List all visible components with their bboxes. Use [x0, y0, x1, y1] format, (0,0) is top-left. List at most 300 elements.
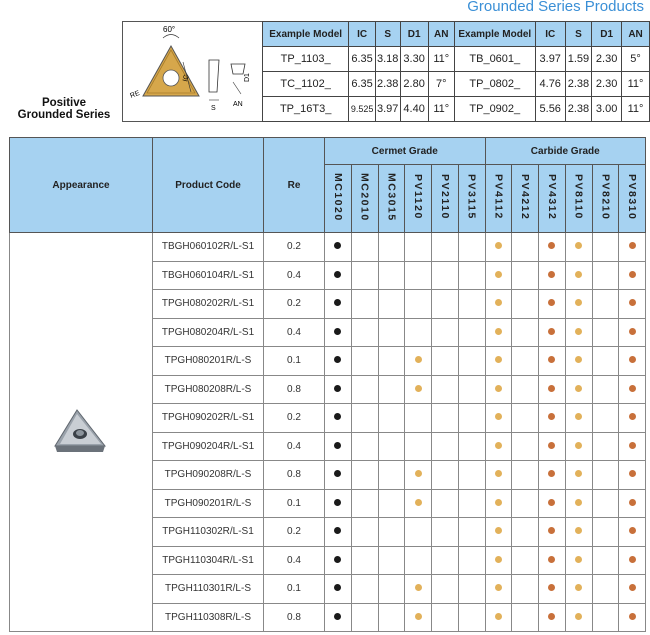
grade-cell: [619, 261, 646, 290]
availability-dot: [415, 385, 422, 392]
grade-cell: [325, 432, 352, 461]
spec-cell: 3.97: [375, 97, 400, 122]
grade-cell: [512, 375, 539, 404]
grade-cell: [325, 461, 352, 490]
grade-cell: [592, 261, 619, 290]
availability-dot: [495, 584, 502, 591]
grade-cell: [619, 575, 646, 604]
grade-cell: [432, 375, 459, 404]
grade-cell: [592, 461, 619, 490]
grade-cell: [378, 233, 405, 262]
product-code: TPGH110308R/L-S: [153, 603, 264, 632]
grade-cell: [378, 489, 405, 518]
spec-cell: 2.80: [400, 72, 428, 97]
availability-dot: [548, 328, 555, 335]
grade-cell: [351, 318, 378, 347]
grade-header: PV3115: [458, 165, 485, 233]
spec-cell: 7°: [428, 72, 454, 97]
availability-dot: [334, 584, 341, 591]
product-table: [9, 137, 646, 632]
grade-cell: [485, 546, 512, 575]
re-value: 0.1: [264, 575, 325, 604]
availability-dot: [575, 413, 582, 420]
grade-cell: [565, 603, 592, 632]
grade-cell: [458, 432, 485, 461]
grade-cell: [405, 318, 432, 347]
grade-cell: [432, 261, 459, 290]
spec-cell: 4.40: [400, 97, 428, 122]
availability-dot: [548, 385, 555, 392]
table-row: [10, 233, 646, 262]
grade-cell: [512, 575, 539, 604]
availability-dot: [629, 385, 636, 392]
grade-cell: [325, 603, 352, 632]
availability-dot: [548, 613, 555, 620]
spec-cell: 11°: [428, 47, 454, 72]
grade-cell: [592, 347, 619, 376]
grade-header: MC3015: [378, 165, 405, 233]
grade-cell: [592, 603, 619, 632]
spec-cell: TB_0601_: [454, 47, 535, 72]
grade-cell: [351, 261, 378, 290]
availability-dot: [548, 242, 555, 249]
spec-cell: 11°: [428, 97, 454, 122]
availability-dot: [415, 584, 422, 591]
availability-dot: [629, 556, 636, 563]
product-code: TPGH090202R/L-S1: [153, 404, 264, 433]
grade-cell: [432, 347, 459, 376]
grade-cell: [565, 404, 592, 433]
availability-dot: [548, 413, 555, 420]
grade-cell: [619, 432, 646, 461]
grade-cell: [512, 261, 539, 290]
grade-cell: [405, 432, 432, 461]
cermet-grade-header: Cermet Grade: [325, 138, 486, 165]
grade-cell: [432, 233, 459, 262]
availability-dot: [575, 442, 582, 449]
re-value: 0.4: [264, 261, 325, 290]
grade-cell: [539, 489, 566, 518]
availability-dot: [548, 442, 555, 449]
grade-cell: [592, 489, 619, 518]
spec-row: [263, 72, 650, 97]
availability-dot: [415, 470, 422, 477]
svg-text:D1: D1: [244, 73, 251, 82]
availability-dot: [334, 299, 341, 306]
grade-cell: [619, 489, 646, 518]
grade-cell: [432, 575, 459, 604]
grade-cell: [619, 546, 646, 575]
grade-cell: [405, 233, 432, 262]
carbide-grade-header: Carbide Grade: [485, 138, 646, 165]
grade-cell: [592, 575, 619, 604]
grade-cell: [592, 233, 619, 262]
grade-cell: [351, 375, 378, 404]
grade-cell: [351, 290, 378, 319]
availability-dot: [334, 470, 341, 477]
availability-dot: [575, 613, 582, 620]
grade-cell: [405, 261, 432, 290]
product-code: TPGH110302R/L-S1: [153, 518, 264, 547]
grade-cell: [325, 518, 352, 547]
grade-header: PV8110: [565, 165, 592, 233]
grade-cell: [458, 318, 485, 347]
grade-header: PV1120: [405, 165, 432, 233]
availability-dot: [548, 356, 555, 363]
grade-cell: [325, 546, 352, 575]
re-value: 0.4: [264, 318, 325, 347]
grade-cell: [351, 546, 378, 575]
spec-cell: 5°: [622, 47, 650, 72]
grade-cell: [351, 518, 378, 547]
re-value: 0.2: [264, 233, 325, 262]
insert-diagram: [122, 21, 263, 122]
availability-dot: [575, 556, 582, 563]
grade-cell: [565, 461, 592, 490]
availability-dot: [495, 442, 502, 449]
grade-cell: [378, 603, 405, 632]
grade-cell: [485, 461, 512, 490]
spec-cell: 11°: [622, 97, 650, 122]
availability-dot: [495, 499, 502, 506]
grade-cell: [325, 347, 352, 376]
product-code: TPGH090201R/L-S: [153, 489, 264, 518]
grade-cell: [351, 489, 378, 518]
spec-cell: 3.18: [375, 47, 400, 72]
spec-cell: 6.35: [349, 47, 376, 72]
availability-dot: [334, 271, 341, 278]
re-value: 0.4: [264, 546, 325, 575]
grade-cell: [512, 461, 539, 490]
grade-cell: [458, 489, 485, 518]
grade-cell: [458, 261, 485, 290]
re-value: 0.1: [264, 489, 325, 518]
availability-dot: [575, 356, 582, 363]
grade-cell: [378, 575, 405, 604]
availability-dot: [334, 499, 341, 506]
spec-cell: 11°: [622, 72, 650, 97]
grade-cell: [592, 518, 619, 547]
grade-cell: [619, 233, 646, 262]
availability-dot: [629, 271, 636, 278]
availability-dot: [334, 613, 341, 620]
insert-photo-icon: [51, 406, 111, 456]
grade-cell: [539, 518, 566, 547]
grade-cell: [325, 404, 352, 433]
re-value: 0.8: [264, 375, 325, 404]
svg-text:RE: RE: [129, 89, 141, 100]
availability-dot: [495, 271, 502, 278]
grade-cell: [432, 461, 459, 490]
grade-cell: [351, 432, 378, 461]
availability-dot: [548, 527, 555, 534]
grade-cell: [485, 375, 512, 404]
grade-cell: [485, 290, 512, 319]
grade-cell: [405, 603, 432, 632]
grade-cell: [405, 518, 432, 547]
availability-dot: [548, 470, 555, 477]
grade-cell: [405, 461, 432, 490]
grade-cell: [565, 347, 592, 376]
grade-cell: [539, 318, 566, 347]
spec-cell: 3.97: [535, 47, 565, 72]
grade-cell: [592, 290, 619, 319]
grade-cell: [458, 404, 485, 433]
grade-cell: [512, 290, 539, 319]
grade-cell: [351, 603, 378, 632]
grade-cell: [619, 461, 646, 490]
grade-cell: [432, 404, 459, 433]
appearance-header: Appearance: [10, 138, 153, 233]
grade-cell: [432, 489, 459, 518]
re-value: 0.8: [264, 461, 325, 490]
availability-dot: [495, 413, 502, 420]
grade-cell: [485, 318, 512, 347]
grade-cell: [325, 489, 352, 518]
grade-cell: [539, 347, 566, 376]
grade-cell: [458, 233, 485, 262]
grade-cell: [619, 347, 646, 376]
grade-header: PV4212: [512, 165, 539, 233]
grade-header: PV4112: [485, 165, 512, 233]
spec-cell: TP_1103_: [263, 47, 349, 72]
grade-cell: [485, 432, 512, 461]
grade-cell: [592, 375, 619, 404]
grade-cell: [512, 347, 539, 376]
svg-text:S: S: [211, 105, 216, 112]
availability-dot: [629, 413, 636, 420]
availability-dot: [548, 271, 555, 278]
grade-cell: [619, 603, 646, 632]
spec-cell: 3.00: [592, 97, 622, 122]
grade-cell: [378, 375, 405, 404]
spec-row: [263, 47, 650, 72]
product-code: TPGH080201R/L-S: [153, 347, 264, 376]
grade-cell: [592, 404, 619, 433]
availability-dot: [548, 584, 555, 591]
grade-cell: [325, 375, 352, 404]
product-code: TPGH110304R/L-S1: [153, 546, 264, 575]
product-code: TPGH080208R/L-S: [153, 375, 264, 404]
grade-cell: [565, 518, 592, 547]
spec-cell: 2.30: [592, 47, 622, 72]
grade-cell: [512, 233, 539, 262]
grade-cell: [539, 404, 566, 433]
svg-text:IC: IC: [182, 73, 191, 83]
grade-cell: [539, 375, 566, 404]
grade-header: PV8310: [619, 165, 646, 233]
grade-cell: [405, 290, 432, 319]
grade-cell: [619, 375, 646, 404]
spec-cell: 2.38: [375, 72, 400, 97]
grade-cell: [539, 603, 566, 632]
availability-dot: [575, 299, 582, 306]
availability-dot: [629, 527, 636, 534]
grade-cell: [325, 318, 352, 347]
availability-dot: [334, 385, 341, 392]
re-header: Re: [264, 138, 325, 233]
grade-cell: [458, 461, 485, 490]
grade-cell: [378, 546, 405, 575]
availability-dot: [334, 413, 341, 420]
grade-cell: [539, 432, 566, 461]
grade-cell: [351, 575, 378, 604]
re-value: 0.8: [264, 603, 325, 632]
grade-header: PV4312: [539, 165, 566, 233]
grade-header: MC1020: [325, 165, 352, 233]
grade-cell: [619, 290, 646, 319]
spec-cell: 2.38: [565, 72, 591, 97]
spec-cell: 3.30: [400, 47, 428, 72]
grade-cell: [378, 318, 405, 347]
grade-header: PV2110: [432, 165, 459, 233]
grade-cell: [565, 233, 592, 262]
spec-cell: 1.59: [565, 47, 591, 72]
availability-dot: [495, 470, 502, 477]
grade-cell: [458, 290, 485, 319]
availability-dot: [334, 356, 341, 363]
grade-cell: [325, 261, 352, 290]
grade-cell: [405, 375, 432, 404]
availability-dot: [334, 328, 341, 335]
availability-dot: [629, 356, 636, 363]
availability-dot: [629, 242, 636, 249]
availability-dot: [495, 356, 502, 363]
grade-cell: [325, 290, 352, 319]
availability-dot: [629, 328, 636, 335]
availability-dot: [575, 242, 582, 249]
grade-cell: [458, 575, 485, 604]
grade-cell: [539, 233, 566, 262]
grade-cell: [512, 546, 539, 575]
grade-cell: [351, 233, 378, 262]
grade-cell: [485, 404, 512, 433]
grade-cell: [485, 575, 512, 604]
grade-cell: [405, 575, 432, 604]
availability-dot: [629, 584, 636, 591]
grade-cell: [351, 461, 378, 490]
example-model-table: Example Model IC S D1 AN Example Model IC S D1 AN TP_1103_ 6.35 3.18 3.30 11° TB_0601_ 3.97 1.59 2.30 5° TC_1102_ 6.35 2.38 2.80 7° TP_0802_ 4.76 2.38 2.30 11° TP_16T3_ 9.525 3.97 4.40 11° TP_0902_ 5.56 2.38 3.00 11°: [262, 21, 650, 122]
spec-cell: 5.56: [535, 97, 565, 122]
product-code: TPGH080204R/L-S1: [153, 318, 264, 347]
grade-cell: [378, 432, 405, 461]
grade-cell: [378, 461, 405, 490]
grade-cell: [592, 546, 619, 575]
grade-cell: [565, 432, 592, 461]
spec-cell: TP_0802_: [454, 72, 535, 97]
grade-cell: [432, 546, 459, 575]
grade-header: PV8210: [592, 165, 619, 233]
product-code-header: Product Code: [153, 138, 264, 233]
grade-cell: [619, 518, 646, 547]
grade-header: MC2010: [351, 165, 378, 233]
grade-cell: [485, 518, 512, 547]
availability-dot: [495, 299, 502, 306]
spec-cell: 4.76: [535, 72, 565, 97]
product-code: TPGH090208R/L-S: [153, 461, 264, 490]
availability-dot: [629, 499, 636, 506]
angle-label: 60°: [163, 25, 176, 34]
grade-cell: [592, 318, 619, 347]
grade-cell: [512, 603, 539, 632]
grade-cell: [378, 518, 405, 547]
grade-cell: [512, 318, 539, 347]
grade-cell: [619, 404, 646, 433]
spec-row: [263, 97, 650, 122]
grade-cell: [512, 518, 539, 547]
grade-cell: [432, 603, 459, 632]
grade-cell: [539, 261, 566, 290]
grade-cell: [458, 347, 485, 376]
re-value: 0.4: [264, 432, 325, 461]
availability-dot: [495, 242, 502, 249]
grade-cell: [378, 290, 405, 319]
availability-dot: [575, 470, 582, 477]
grade-cell: [351, 404, 378, 433]
spec-cell: 2.30: [592, 72, 622, 97]
availability-dot: [575, 328, 582, 335]
product-code: TBGH060104R/L-S1: [153, 261, 264, 290]
grade-cell: [378, 261, 405, 290]
insert-geometry-icon: [123, 22, 262, 121]
grade-cell: [325, 233, 352, 262]
grade-cell: [565, 546, 592, 575]
availability-dot: [415, 613, 422, 620]
grade-cell: [485, 233, 512, 262]
grade-cell: [485, 603, 512, 632]
grade-cell: [432, 518, 459, 547]
availability-dot: [415, 499, 422, 506]
grade-cell: [565, 290, 592, 319]
grade-cell: [592, 432, 619, 461]
re-value: 0.2: [264, 518, 325, 547]
spec-cell: TP_0902_: [454, 97, 535, 122]
grade-cell: [565, 261, 592, 290]
grade-cell: [458, 375, 485, 404]
availability-dot: [548, 499, 555, 506]
availability-dot: [629, 442, 636, 449]
grade-cell: [432, 290, 459, 319]
product-code: TBGH060102R/L-S1: [153, 233, 264, 262]
grade-cell: [565, 575, 592, 604]
grade-cell: [458, 518, 485, 547]
spec-cell: 9.525: [349, 97, 376, 122]
grade-cell: [512, 404, 539, 433]
grade-cell: [539, 461, 566, 490]
product-code: TPGH110301R/L-S: [153, 575, 264, 604]
availability-dot: [575, 527, 582, 534]
page-title: Grounded Series Products: [467, 0, 644, 15]
grade-cell: [405, 489, 432, 518]
availability-dot: [334, 527, 341, 534]
grade-cell: [458, 603, 485, 632]
availability-dot: [575, 499, 582, 506]
product-code: TPGH090204R/L-S1: [153, 432, 264, 461]
grade-cell: [565, 318, 592, 347]
grade-cell: [539, 546, 566, 575]
availability-dot: [495, 385, 502, 392]
grade-cell: [619, 318, 646, 347]
grade-cell: [512, 432, 539, 461]
availability-dot: [548, 299, 555, 306]
availability-dot: [334, 442, 341, 449]
insert-image: [10, 233, 153, 632]
grade-cell: [432, 432, 459, 461]
spec-cell: TC_1102_: [263, 72, 349, 97]
availability-dot: [629, 299, 636, 306]
grade-cell: [325, 575, 352, 604]
grade-cell: [485, 347, 512, 376]
